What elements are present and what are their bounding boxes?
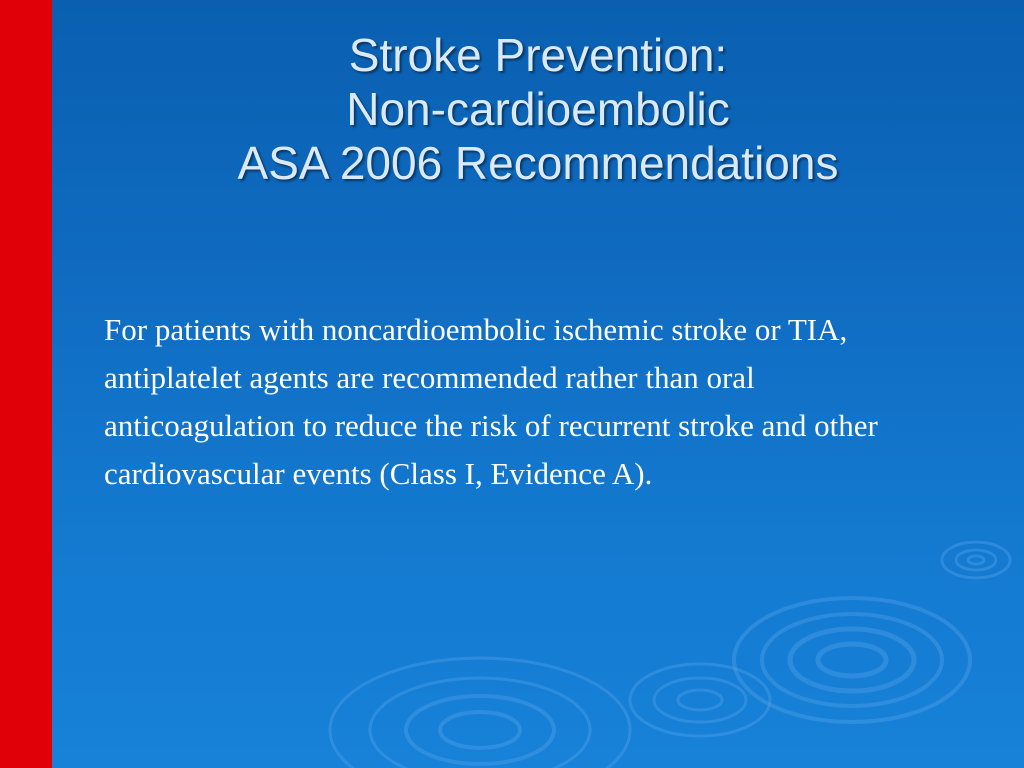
slide-title xyxy=(52,28,1024,190)
title-line-1: Stroke Prevention: xyxy=(348,29,728,81)
title-line-3: ASA 2006 Recommendations xyxy=(237,137,839,189)
title-line-2: Non-cardioembolic xyxy=(346,83,730,135)
recommendation-text: For patients with noncardioembolic ischemic stroke or TIA, antiplatelet agents are recommended rather than oral anticoagulation to reduce the risk of recurrent stroke and other cardiovascular events (Class I, Evidence A). xyxy=(104,312,878,491)
